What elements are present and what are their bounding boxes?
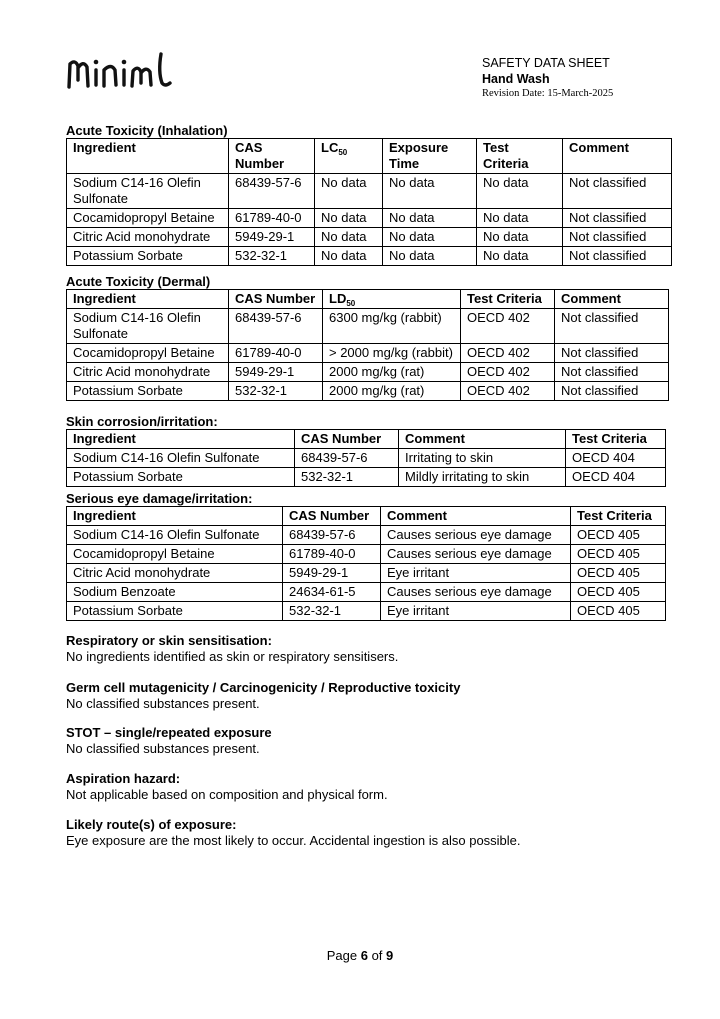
table-cell: OECD 404 (566, 468, 666, 487)
col-header: Test Criteria (571, 507, 666, 526)
col-header: Ingredient (67, 290, 229, 309)
section-title: Acute Toxicity (Dermal) (66, 274, 211, 289)
paragraph-cmr (66, 680, 666, 712)
table-cell: > 2000 mg/kg (rabbit) (323, 344, 461, 363)
section-title: Skin corrosion/irritation: (66, 414, 218, 429)
table-cell: OECD 402 (461, 344, 555, 363)
inhalation-table (66, 138, 672, 266)
table-cell: Sodium C14-16 Olefin Sulfonate (67, 309, 229, 344)
table-cell: Sodium C14-16 Olefin Sulfonate (67, 449, 295, 468)
table-row (67, 174, 672, 209)
table-cell: Eye irritant (381, 602, 571, 621)
document-header (482, 55, 613, 101)
section-title: Acute Toxicity (Inhalation) (66, 123, 228, 138)
col-header: CAS Number (229, 290, 323, 309)
table-header-row (67, 290, 669, 309)
table-cell: Causes serious eye damage (381, 545, 571, 564)
table-cell: Citric Acid monohydrate (67, 564, 283, 583)
paragraph-heading: Respiratory or skin sensitisation: (66, 633, 272, 648)
table-cell: 61789-40-0 (283, 545, 381, 564)
table-header-row (67, 139, 672, 174)
table-cell: 6300 mg/kg (rabbit) (323, 309, 461, 344)
page-footer (0, 948, 720, 964)
table-cell: OECD 405 (571, 583, 666, 602)
table-cell: OECD 405 (571, 526, 666, 545)
col-header (323, 290, 461, 309)
section-title: Serious eye damage/irritation: (66, 491, 253, 506)
table-cell: Causes serious eye damage (381, 526, 571, 545)
table-cell: Citric Acid monohydrate (67, 228, 229, 247)
table-cell: Potassium Sorbate (67, 602, 283, 621)
table-cell: 61789-40-0 (229, 344, 323, 363)
table-cell: No data (477, 247, 563, 266)
brand-logo-icon (66, 50, 174, 90)
table-row (67, 468, 666, 487)
table-cell: Cocamidopropyl Betaine (67, 545, 283, 564)
paragraph-aspiration (66, 771, 666, 803)
table-cell: No data (315, 247, 383, 266)
table-cell: 2000 mg/kg (rat) (323, 363, 461, 382)
col-header: Ingredient (67, 139, 229, 174)
product-name: Hand Wash (482, 72, 550, 86)
table-cell: Potassium Sorbate (67, 468, 295, 487)
lc-label: LC (321, 140, 339, 155)
table-cell: Not classified (555, 344, 669, 363)
table-cell: No data (383, 228, 477, 247)
table-cell: 532-32-1 (283, 602, 381, 621)
table-cell: Mildly irritating to skin (399, 468, 566, 487)
table-cell: No data (383, 209, 477, 228)
table-cell: OECD 405 (571, 564, 666, 583)
section-skin (66, 414, 666, 487)
lc-subscript: 50 (338, 148, 348, 157)
col-header: Test Criteria (566, 430, 666, 449)
table-row (67, 545, 666, 564)
col-header: CAS Number (229, 139, 315, 174)
table-row (67, 228, 672, 247)
table-row (67, 309, 669, 344)
table-cell: Not classified (563, 174, 672, 209)
col-header: Exposure Time (383, 139, 477, 174)
table-cell: 61789-40-0 (229, 209, 315, 228)
paragraph-text: No classified substances present. (66, 696, 260, 711)
table-cell: Irritating to skin (399, 449, 566, 468)
table-cell: Potassium Sorbate (67, 247, 229, 266)
table-row (67, 583, 666, 602)
table-cell: 532-32-1 (295, 468, 399, 487)
table-cell: No data (383, 247, 477, 266)
table-cell: 532-32-1 (229, 247, 315, 266)
paragraph-sensitisation (66, 633, 666, 665)
col-header: Comment (555, 290, 669, 309)
eye-table (66, 506, 666, 621)
skin-table (66, 429, 666, 487)
table-cell: 2000 mg/kg (rat) (323, 382, 461, 401)
col-header: Test Criteria (477, 139, 563, 174)
section-inhalation (66, 123, 672, 266)
table-row (67, 363, 669, 382)
section-eye (66, 491, 666, 621)
paragraph-text: Eye exposure are the most likely to occur. Accidental ingestion is also possible. (66, 833, 521, 848)
paragraph-heading: Aspiration hazard: (66, 771, 181, 786)
table-cell: 24634-61-5 (283, 583, 381, 602)
table-row (67, 247, 672, 266)
table-cell: 532-32-1 (229, 382, 323, 401)
table-cell: OECD 404 (566, 449, 666, 468)
table-cell: Causes serious eye damage (381, 583, 571, 602)
paragraph-heading: Likely route(s) of exposure: (66, 817, 237, 832)
table-cell: 5949-29-1 (229, 228, 315, 247)
table-cell: No data (477, 209, 563, 228)
table-cell: Cocamidopropyl Betaine (67, 209, 229, 228)
paragraph-heading: STOT – single/repeated exposure (66, 725, 272, 740)
table-row (67, 209, 672, 228)
doc-type: SAFETY DATA SHEET (482, 56, 610, 70)
table-cell: Sodium Benzoate (67, 583, 283, 602)
table-cell: No data (383, 174, 477, 209)
table-cell: Sodium C14-16 Olefin Sulfonate (67, 526, 283, 545)
col-header: Comment (381, 507, 571, 526)
col-header: Comment (399, 430, 566, 449)
table-cell: 68439-57-6 (229, 174, 315, 209)
table-cell: Sodium C14-16 Olefin Sulfonate (67, 174, 229, 209)
table-cell: Citric Acid monohydrate (67, 363, 229, 382)
table-cell: Not classified (555, 363, 669, 382)
table-cell: Not classified (555, 309, 669, 344)
paragraph-text: No ingredients identified as skin or respiratory sensitisers. (66, 649, 399, 664)
table-cell: 68439-57-6 (283, 526, 381, 545)
revision-date: Revision Date: 15-March-2025 (482, 88, 614, 99)
table-cell: Cocamidopropyl Betaine (67, 344, 229, 363)
of-label: of (371, 948, 383, 963)
table-cell: 68439-57-6 (229, 309, 323, 344)
paragraph-text: Not applicable based on composition and physical form. (66, 787, 388, 802)
table-row (67, 344, 669, 363)
table-cell: OECD 402 (461, 363, 555, 382)
page-total: 9 (386, 948, 394, 963)
brand-logo (66, 50, 174, 94)
table-row (67, 449, 666, 468)
paragraph-text: No classified substances present. (66, 741, 260, 756)
table-cell: OECD 405 (571, 602, 666, 621)
table-cell: No data (477, 174, 563, 209)
table-header-row (67, 430, 666, 449)
table-cell: No data (315, 174, 383, 209)
table-cell: Potassium Sorbate (67, 382, 229, 401)
table-cell: OECD 402 (461, 309, 555, 344)
page-number: 6 (360, 948, 368, 963)
table-cell: 5949-29-1 (283, 564, 381, 583)
table-cell: Eye irritant (381, 564, 571, 583)
paragraph-stot (66, 725, 666, 757)
paragraph-exposure-routes (66, 817, 666, 849)
table-cell: OECD 405 (571, 545, 666, 564)
col-header: Comment (563, 139, 672, 174)
table-row (67, 382, 669, 401)
table-cell: Not classified (563, 247, 672, 266)
col-header: CAS Number (295, 430, 399, 449)
table-cell: No data (315, 209, 383, 228)
table-cell: 5949-29-1 (229, 363, 323, 382)
table-row (67, 526, 666, 545)
ld-label: LD (329, 291, 347, 306)
table-cell: OECD 402 (461, 382, 555, 401)
paragraph-heading: Germ cell mutagenicity / Carcinogenicity / Reproductive toxicity (66, 680, 461, 695)
section-dermal (66, 274, 669, 401)
table-cell: No data (315, 228, 383, 247)
table-cell: Not classified (563, 228, 672, 247)
page-label: Page (326, 948, 358, 963)
ld-subscript: 50 (346, 299, 356, 308)
table-header-row (67, 507, 666, 526)
col-header: CAS Number (283, 507, 381, 526)
col-header (315, 139, 383, 174)
table-cell: No data (477, 228, 563, 247)
table-cell: Not classified (555, 382, 669, 401)
col-header: Ingredient (67, 430, 295, 449)
col-header: Test Criteria (461, 290, 555, 309)
dermal-table (66, 289, 669, 401)
table-row (67, 602, 666, 621)
col-header: Ingredient (67, 507, 283, 526)
table-cell: Not classified (563, 209, 672, 228)
table-cell: 68439-57-6 (295, 449, 399, 468)
table-row (67, 564, 666, 583)
